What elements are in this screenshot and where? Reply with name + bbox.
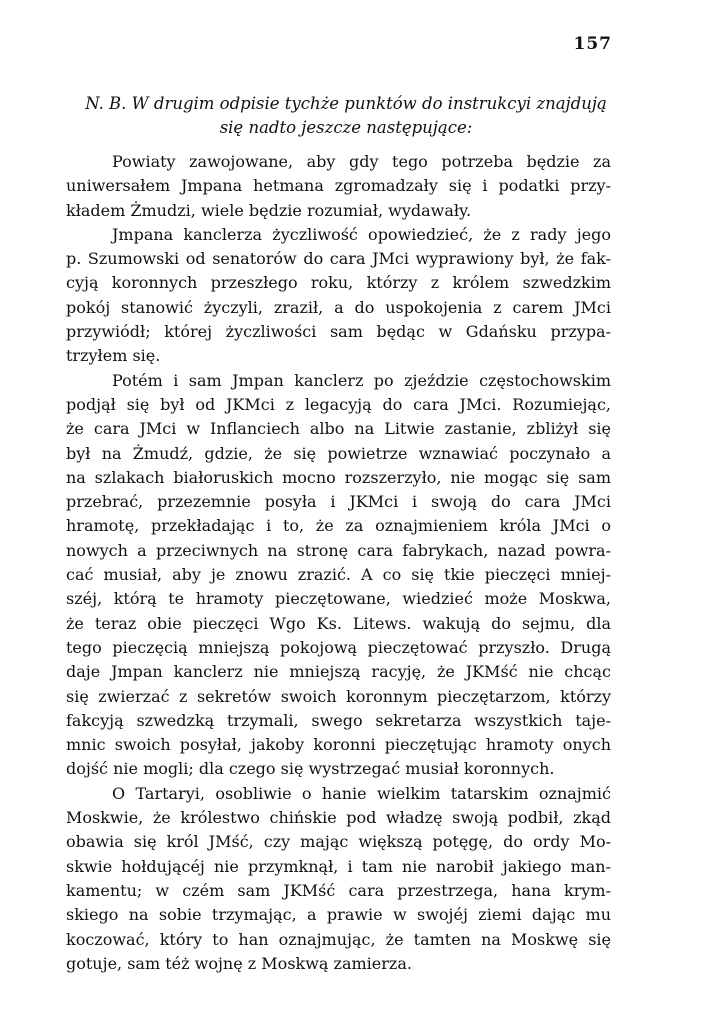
body-text — [66, 150, 611, 976]
text-line: uniwersałem Jmpana hetmana zgromadzały się i podatki przy- — [66, 176, 611, 196]
text-line: obawia się król JMść, czy mając większą potęgę, do ordy Mo- — [66, 832, 611, 852]
text-line: był na Żmudź, gdzie, że się powietrze wznawiać poczynało a — [66, 443, 611, 463]
text-line: przywiódł; której życzliwości sam będąc w Gdańsku przypa- — [66, 322, 611, 342]
text-line: trzyłem się. — [66, 346, 161, 366]
text-line: fakcyją szwedzką trzymali, swego sekretarza wszystkich taje- — [66, 710, 611, 730]
text-line: cyją koronnych przeszłego roku, którzy z królem szwedzkim — [66, 273, 611, 293]
text-line: że teraz obie pieczęci Wgo Ks. Litews. wakują do sejmu, dla — [66, 613, 611, 633]
text-line: p. Szumowski od senatorów do cara JMci wyprawiony był, że fak- — [66, 249, 611, 269]
nb-note — [66, 92, 626, 140]
text-line: podjął się był od JKMci z legacyją do cara JMci. Rozumiejąc, — [66, 394, 611, 414]
text-line: kamentu; w czém sam JKMść cara przestrzega, hana krym- — [66, 880, 611, 900]
text-line: Jmpana kanclerza życzliwość opowiedzieć, że z rady jego — [112, 224, 611, 244]
text-line: Moskwie, że królestwo chińskie pod władzę swoją podbił, zkąd — [66, 808, 611, 828]
text-line: O Tartaryi, osobliwie o hanie wielkim tatarskim oznajmić — [112, 783, 611, 803]
page-number: 157 — [573, 34, 612, 54]
text-line: cać musiał, aby je znowu zrazić. A co się tkie pieczęci mniej- — [66, 565, 611, 585]
text-line: Powiaty zawojowane, aby gdy tego potrzeba będzie za — [112, 152, 611, 171]
text-line: się zwierzać z sekretów swoich koronnym pieczętarzom, którzy — [66, 686, 611, 706]
text-line: dojść nie mogli; dla czego się wystrzegać musiał koronnych. — [66, 759, 555, 779]
text-line: daje Jmpan kanclerz nie mniejszą racyję, że JKMść nie chcąc — [66, 662, 611, 682]
text-line: mnic swoich posyłał, jakoby koronni pieczętując hramoty onych — [66, 735, 611, 755]
text-line: że cara JMci w Inflanciech albo na Litwie zastanie, zbliżył się — [66, 419, 611, 439]
text-line: hramotę, przekładając i to, że za oznajmieniem króla JMci o — [66, 516, 611, 536]
nb-note-line-2: się nadto jeszcze następujące: — [219, 118, 473, 137]
text-line: Potém i sam Jmpan kanclerz po zjeździe częstochowskim — [112, 370, 611, 390]
text-line: széj, którą te hramoty pieczętowane, wiedzieć może Moskwa, — [66, 589, 611, 609]
text-line: kładem Żmudzi, wiele będzie rozumiał, wydawały. — [66, 200, 472, 220]
text-line: koczować, który to han oznajmując, że tamten na Moskwę się — [66, 929, 611, 949]
text-line: skiego na sobie trzymając, a prawie w swojéj ziemi dając mu — [66, 905, 611, 925]
text-line: skwie hołdującéj nie przymknął, i tam nie narobił jakiego man- — [66, 856, 611, 876]
text-line: pokój stanowić życzyli, zraził, a do uspokojenia z carem JMci — [66, 297, 611, 317]
text-line: na szlakach białoruskich mocno rozszerzyło, nie mogąc się sam — [66, 467, 611, 487]
text-line: tego pieczęcią mniejszą pokojową pieczętować przyszło. Drugą — [66, 637, 611, 657]
text-line: nowych a przeciwnych na stronę cara fabrykach, nazad powra- — [66, 540, 611, 560]
text-line: przebrać, przezemnie posyła i JKMci i swoją do cara JMci — [66, 492, 611, 512]
nb-note-line-1: N. B. W drugim odpisie tychże punktów do instrukcyi znajdują — [85, 94, 607, 113]
text-line: gotuje, sam téż wojnę z Moskwą zamierza. — [66, 953, 412, 973]
